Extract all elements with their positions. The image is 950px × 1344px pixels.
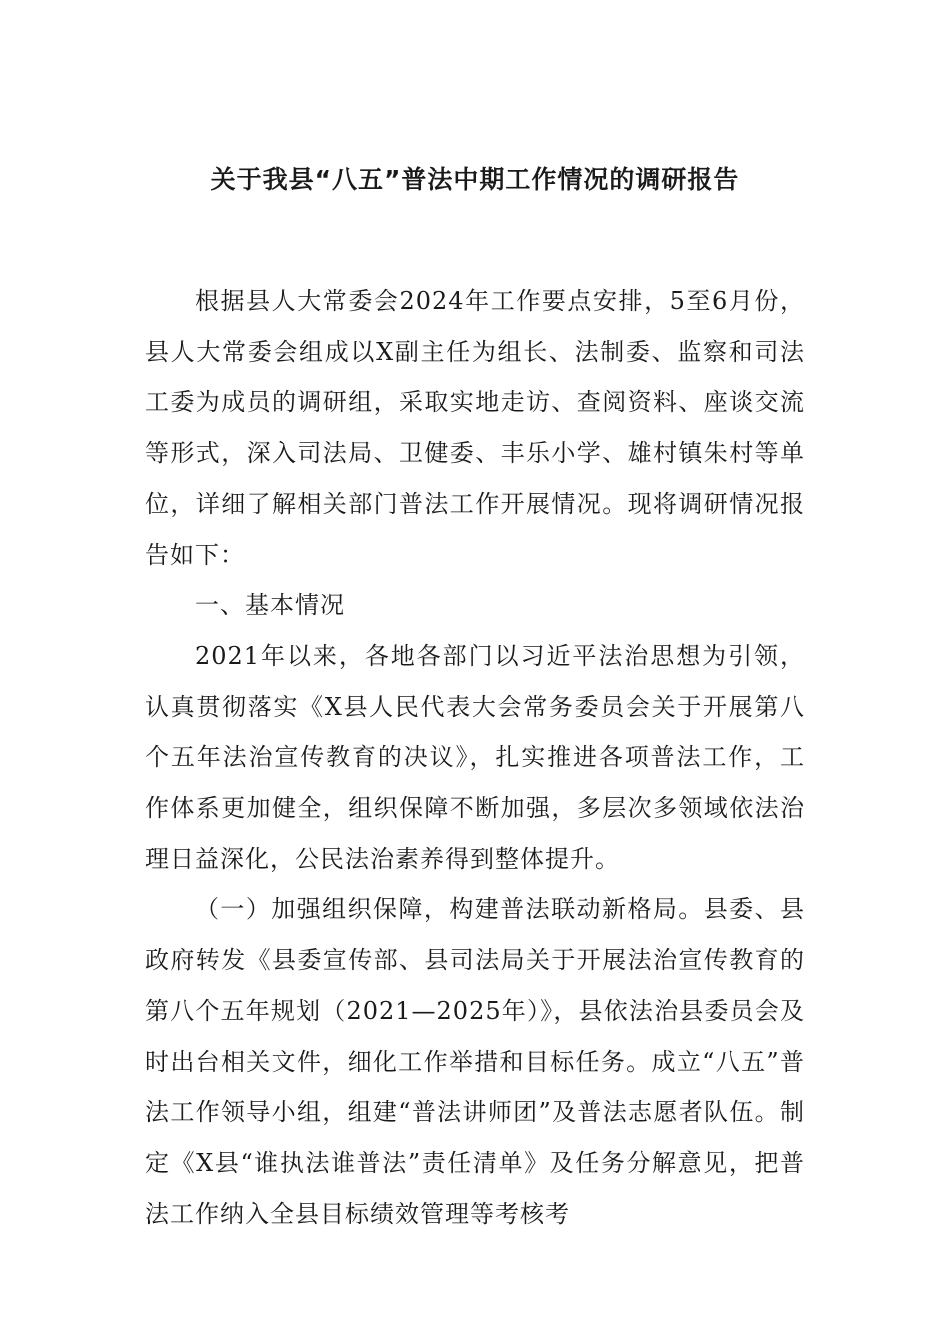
basic-situation-paragraph: 2021年以来，各地各部门以习近平法治思想为引领，认真贯彻落实《X县人民代表大会常务委员会关于开展第八个五年法治宣传教育的决议》，扎实推进各项普法工作，工作体系更加健全，组织保障不断加强，多层次多领域依法治理日益深化，公民法治素养得到整体提升。 [145,641,805,873]
organization-guarantee-paragraph: （一）加强组织保障，构建普法联动新格局。县委、县政府转发《县委宣传部、县司法局关于开展法治宣传教育的第八个五年规划（2021—2025年）》，县依法治县委员会及时出台相关文件，细化工作举措和目标任务。成立“八五”普法工作领导小组，组建“普法讲师团”及普法志愿者队伍。制定《X县“谁执法谁普法”责任清单》及任务分解意见，把普法工作纳入全县目标绩效管理等考核考 [145,895,805,1228]
intro-paragraph: 根据县人大常委会2024年工作要点安排，5至6月份，县人大常委会组成以X副主任为组长、法制委、监察和司法工委为成员的调研组，采取实地走访、查阅资料、座谈交流等形式，深入司法局、卫健委、丰乐小学、雄村镇朱村等单位，详细了解相关部门普法工作开展情况。现将调研情况报告如下： [145,287,805,569]
document-title: 关于我县“八五”普法中期工作情况的调研报告 [210,165,740,194]
section-heading-basic-situation: 一、基本情况 [195,591,345,620]
document-body [145,276,805,1239]
